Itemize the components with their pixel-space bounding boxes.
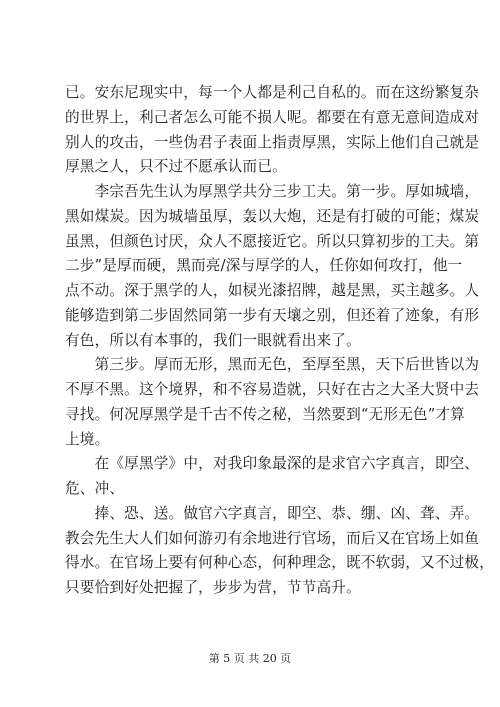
text-line: 在《厚黑学》中，对我印象最深的是求官六字真言，即空、 (65, 455, 480, 473)
text-line: 黑如煤炭。因为城墙虽厚，轰以大炮，还是有打破的可能；煤炭 (65, 207, 480, 225)
text-line: 不厚不黑。这个境界，和不容易造就，只好在古之大圣大贤中去 (65, 381, 480, 398)
text-line: 危、冲、 (65, 480, 125, 497)
text-line: 厚黑之人，只不过不愿承认而已。 (65, 158, 287, 176)
page-number-footer: 第 5 页 共 20 页 (208, 652, 292, 665)
text-line: 虽黑，但颜色讨厌，众人不愿接近它。所以只算初步的工夫。第 (65, 232, 480, 250)
text-line: 二步”是厚而硬，黑而亮/深与厚学的人，任你如何攻打，他一 (65, 257, 463, 275)
text-line: 点不动。深于黑学的人，如棂光漆招牌，越是黑，买主越多。人 (65, 282, 480, 299)
text-line: 得水。在官场上要有何种心态，何种理念，既不软弱，又不过极， (65, 554, 495, 572)
text-line: 已。安东尼现实中，每一个人都是利己自私的。而在这纷繁复杂 (65, 84, 480, 101)
text-line: 李宗吾先生认为厚黑学共分三步工夫。第一步。厚如城墙， (65, 183, 480, 200)
text-line: 别人的攻击，一些伪君子表面上指责厚黑，实际上他们自己就是 (65, 133, 480, 151)
text-line: 的世界上，利己者怎么可能不损人呢。都要在有意无意间造成对 (65, 108, 480, 126)
text-line: 教会先生大人们如何游刃有余地进行官场，而后又在官场上如鱼 (65, 529, 480, 547)
text-line: 上境。 (65, 430, 110, 448)
text-line: 捧、恐、送。做官六字真言，即空、恭、绷、凶、聋、弄。 (65, 504, 480, 522)
text-line: 能够造到第二步固然同第一步有天壤之别，但还着了迹象，有形 (65, 306, 480, 324)
text-line: 有色，所以有本事的，我们一眼就看出来了。 (65, 331, 361, 349)
text-line: 第三步。厚而无形，黑而无色，至厚至黑，天下后世皆以为 (65, 356, 480, 374)
text-line: 只要恰到好处把握了，步步为营，节节高升。 (65, 579, 361, 596)
text-line: 寻找。何况厚黑学是千古不传之秘，当然要到“无形无色”才算 (65, 405, 465, 423)
